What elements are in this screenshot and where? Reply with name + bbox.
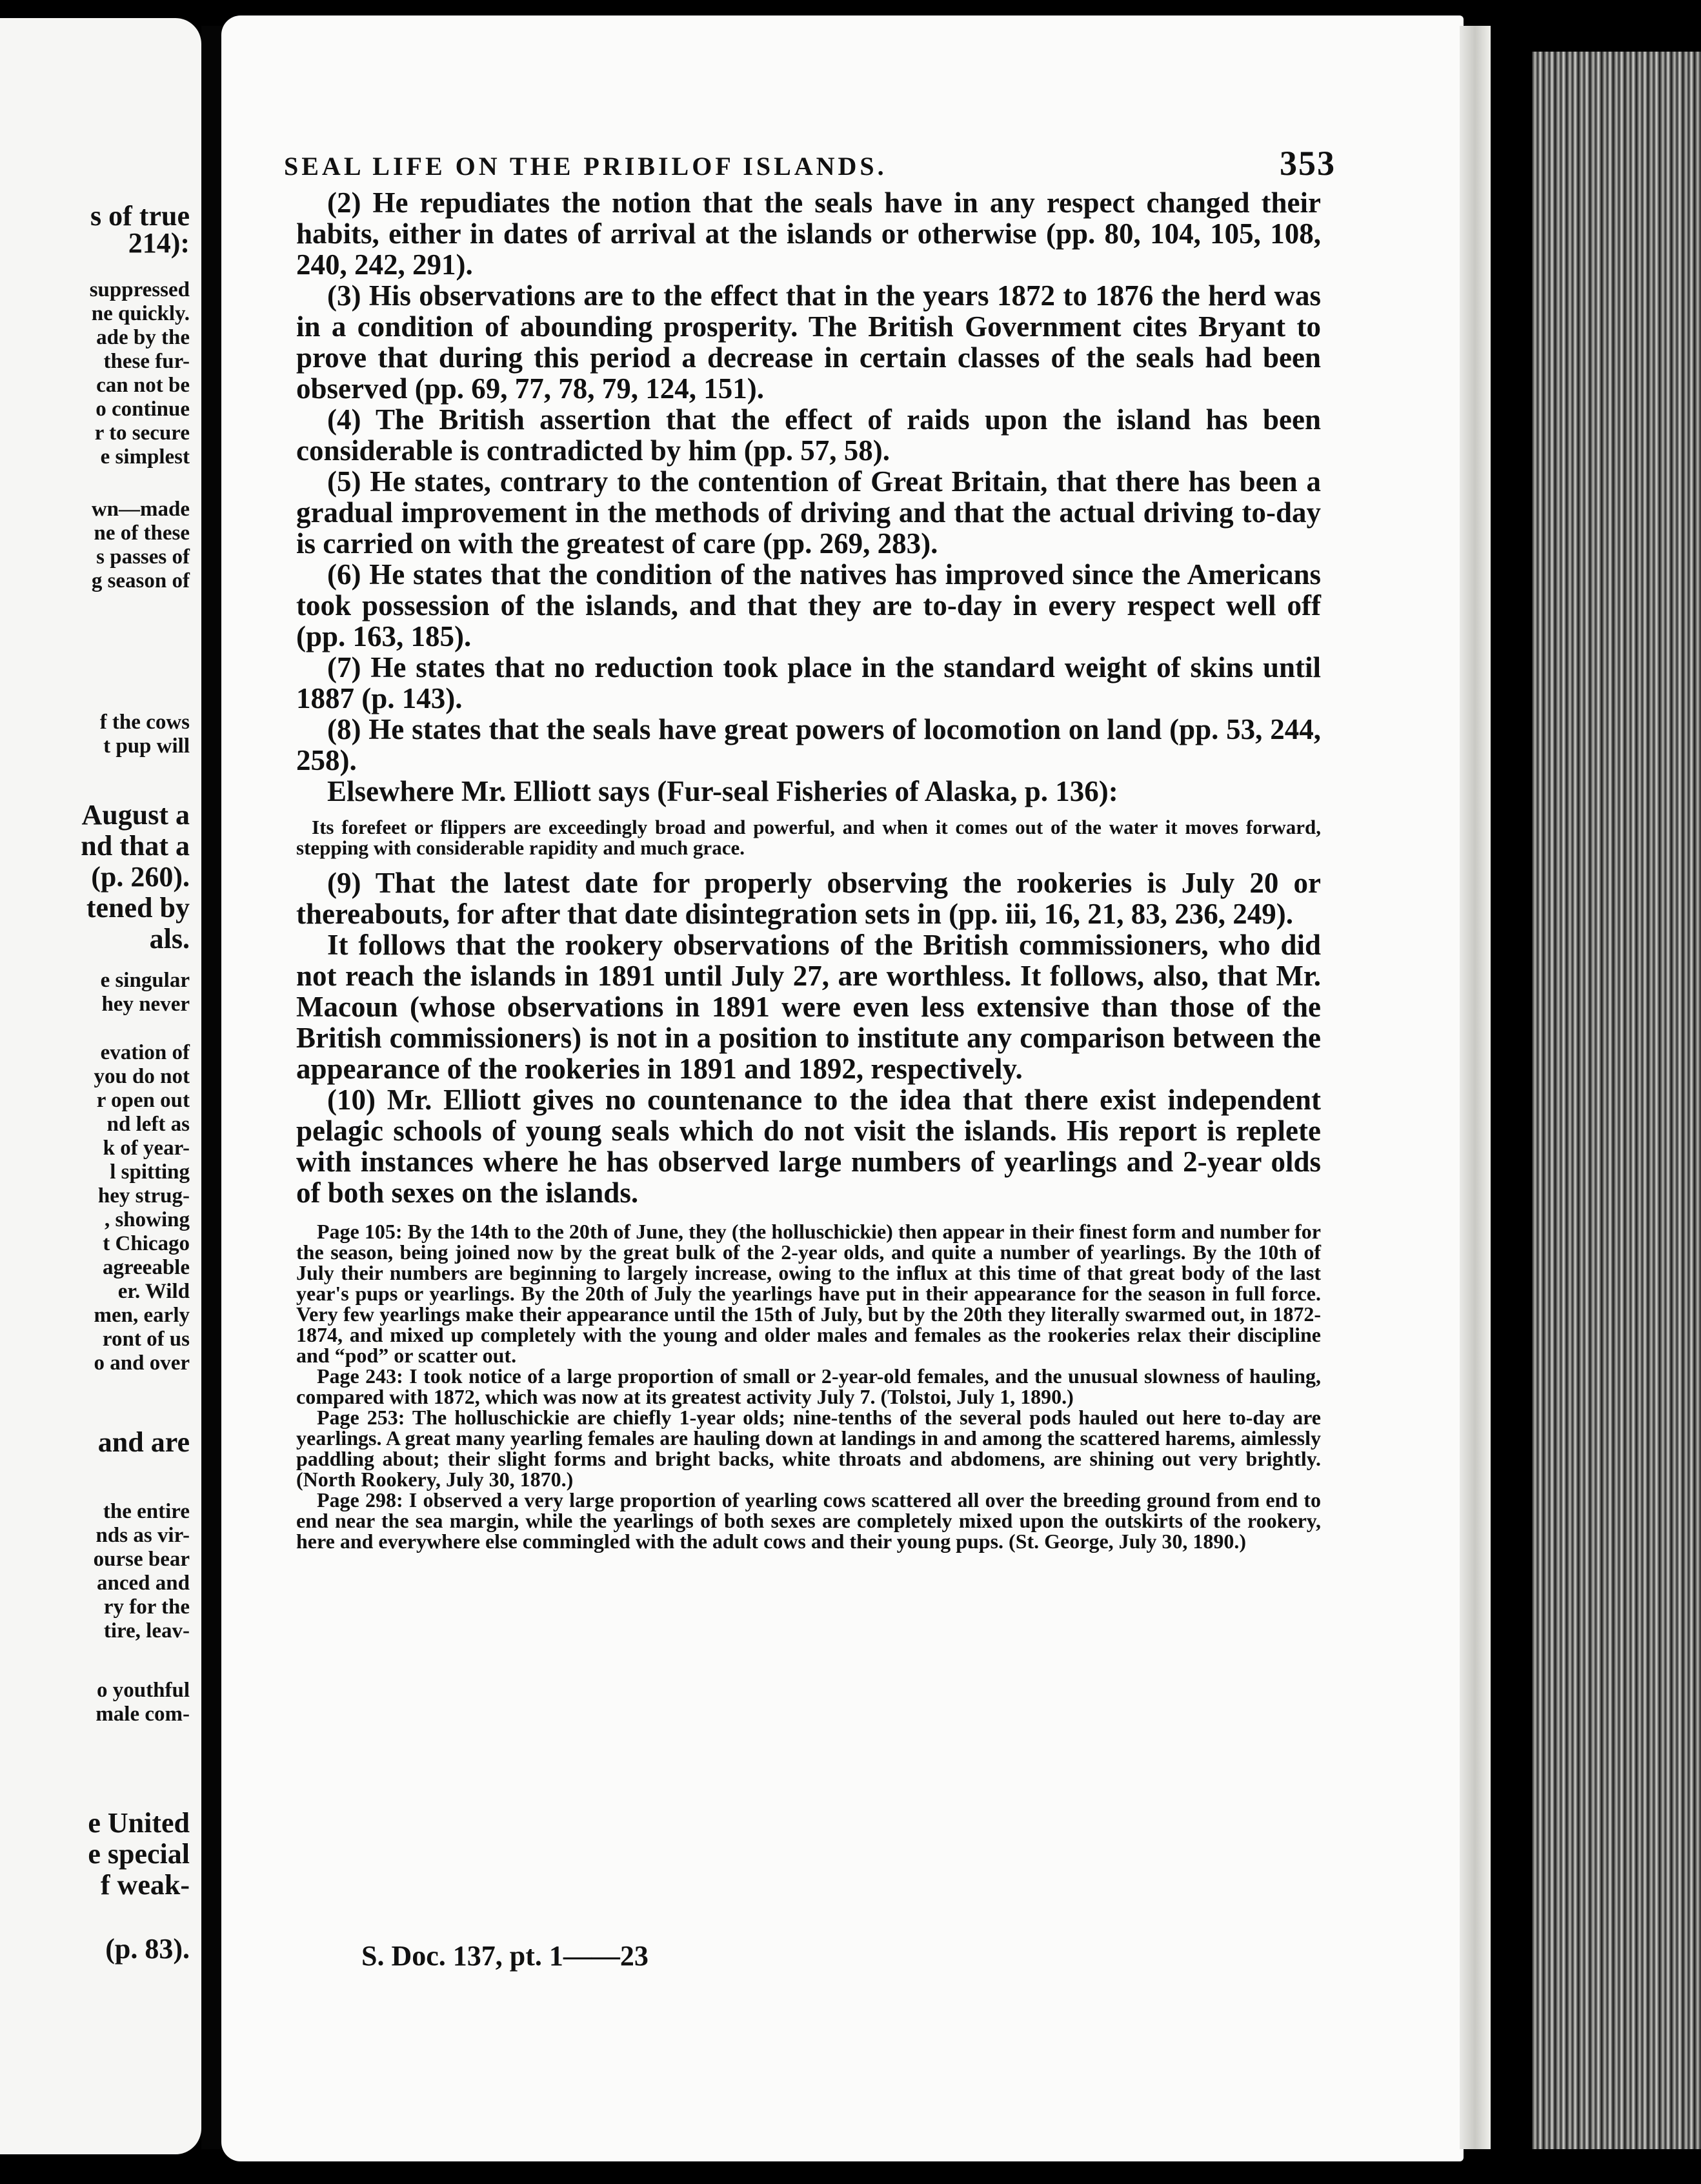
paragraph-3: (3) His observations are to the effect that in the years 1872 to 1876 the herd was in a condition of abounding prosperity. The British Government cites Bryant to prove that during this period a decrease in certain classes of the seals had been observed (pp. 69, 77, 78, 79, 124, 151). <box>296 279 1321 405</box>
left-page-fragment: l spitting <box>110 1160 190 1184</box>
left-page-fragment: (p. 83). <box>105 1933 190 1965</box>
paragraph-6: (6) He states that the condition of the natives has improved since the Americans took possession of the islands, and that they are to-day in every respect well off (pp. 163, 185). <box>296 558 1321 652</box>
left-page-fragment: s passes of <box>96 545 190 569</box>
left-page-fragment: e United <box>88 1807 190 1839</box>
left-page-fragment: can not be <box>96 374 190 397</box>
paragraph-2: (2) He repudiates the notion that the seals have in any respect changed their habits, either in dates of arrival at the islands or otherwise (pp. 80, 104, 105, 108, 240, 242, 291). <box>296 187 1321 281</box>
left-page-fragment: wn—made <box>91 498 190 521</box>
left-page-fragment: ade by the <box>96 326 190 349</box>
left-page-fragment: ry for the <box>103 1595 190 1619</box>
left-page-fragment: o and over <box>94 1351 190 1375</box>
paragraph-it-follows: It follows that the rookery observations of the British commissioners, who did not reach the islands in 1891 until July 27, are worthless. It follows, also, that Mr. Macoun (whose observations in 1891 were even less extensive than those of the British commissioners) is not in a position to institute any comparison between the appearance of the rookeries in 1891 and 1892, respectively. <box>296 929 1321 1085</box>
left-page-fragment: e special <box>88 1838 190 1870</box>
paragraph-5: (5) He states, contrary to the contention of Great Britain, that there has been a gradual improvement in the methods of driving and that the actual driving to-day is carried on with the greatest of care (pp. 269, 283). <box>296 465 1321 560</box>
left-page-fragment: er. Wild <box>117 1280 190 1303</box>
left-page-fragment: k of year- <box>103 1137 190 1160</box>
left-page-fragment: (p. 260). <box>91 861 190 893</box>
left-page-fragment: t Chicago <box>103 1232 190 1255</box>
page-number: 353 <box>1280 144 1336 183</box>
running-title: SEAL LIFE ON THE PRIBILOF ISLANDS. <box>284 152 887 181</box>
left-page-fragment: e simplest <box>100 445 190 469</box>
left-page-fragment: f the cows <box>99 711 190 734</box>
block-quote: Its forefeet or flippers are exceedingly broad and powerful, and when it comes out of the water it moves forward, stepping with considerable rapidity and much grace. <box>296 816 1321 859</box>
left-facing-page <box>0 18 201 2154</box>
left-page-fragment: hey never <box>101 993 190 1016</box>
left-page-fragment: s of true <box>90 200 190 232</box>
left-page-fragment: als. <box>149 923 190 955</box>
left-page-fragment: g season of <box>91 569 190 592</box>
left-page-fragment: , showing <box>104 1208 190 1231</box>
left-page-fragment: tened by <box>86 892 190 924</box>
left-page-fragment: hey strug- <box>97 1184 190 1208</box>
left-page-fragment: ront of us <box>102 1328 190 1351</box>
left-page-fragment: nd that a <box>81 830 190 862</box>
paragraph-elsewhere: Elsewhere Mr. Elliott says (Fur-seal Fisheries of Alaska, p. 136): <box>327 775 1118 807</box>
left-page-fragment: 214): <box>128 227 190 259</box>
left-page-fragment: r open out <box>96 1089 190 1112</box>
left-page-fragment: r to secure <box>94 421 190 445</box>
paragraph-9: (9) That the latest date for properly observing the rookeries is July 20 or thereabouts, for after that date disintegration sets in (pp. iii, 16, 21, 83, 236, 249). <box>296 867 1321 930</box>
left-page-fragment: ne quickly. <box>91 302 190 325</box>
left-page-fragment: evation of <box>100 1041 190 1064</box>
left-page-fragment: and are <box>97 1426 190 1458</box>
paragraph-8: (8) He states that the seals have great powers of locomotion on land (pp. 53, 244, 258). <box>296 713 1321 776</box>
note-page-298: Page 298: I observed a very large proportion of yearling cows scattered all over the breeding ground from end to end near the sea margin, while the yearlings of both sexes are completely mixed upon the outskirts of the rookery, here and everywhere else commingled with the adult cows and their young pups. (St. George, July 30, 1890.) <box>296 1488 1321 1553</box>
note-page-243: Page 243: I took notice of a large proportion of small or 2-year-old females, and the unusual slowness of hauling, compared with 1872, which was now at its greatest activity July 7. (Tolstoi, July 1, 1890.) <box>296 1364 1321 1408</box>
left-page-fragment: men, early <box>94 1304 190 1327</box>
book-leaves <box>1532 52 1701 2149</box>
paragraph-4: (4) The British assertion that the effect of raids upon the island has been considerable is contradicted by him (pp. 57, 58). <box>296 403 1321 467</box>
note-page-105: Page 105: By the 14th to the 20th of June, they (the holluschickie) then appear in their finest form and number for the season, being joined now by the great bulk of the 2-year olds, and quite a number of yearlings. By the 10th of July their numbers are beginning to largely increase, owing to the influx at this time of that great body of the last year's pups or yearlings. By the 20th of July the yearlings have put in their appearance for the season in full force. Very few yearlings make their appearance until the 15th of July, but by the 20th they literally swarmed out, in 1872-1874, and mixed up completely with the young and older males and females as the rookeries relax their discipline and “pod” or scatter out. <box>296 1220 1321 1367</box>
left-page-fragment: these fur- <box>103 350 190 373</box>
left-page-fragment: male com- <box>96 1703 190 1726</box>
paragraph-7: (7) He states that no reduction took place in the standard weight of skins until 1887 (p. 143). <box>296 651 1321 714</box>
left-page-fragment: tire, leav- <box>103 1619 190 1643</box>
paragraph-10: (10) Mr. Elliott gives no countenance to the idea that there exist independent pelagic schools of young seals which do not visit the islands. His report is replete with instances where he has observed large numbers of yearlings and 2-year olds of both sexes on the islands. <box>296 1084 1321 1209</box>
left-page-fragment: you do not <box>94 1065 190 1088</box>
left-page-fragment: e singular <box>100 969 190 992</box>
book-shadow <box>1492 0 1532 2184</box>
left-page-fragment: f weak- <box>100 1869 190 1901</box>
left-page-fragment: o continue <box>96 398 190 421</box>
page-body <box>296 187 1321 1552</box>
left-page-fragment: t pup will <box>103 734 190 758</box>
signature-footer: S. Doc. 137, pt. 1——23 <box>361 1940 649 1972</box>
left-page-fragment: ne of these <box>94 521 190 545</box>
left-page-fragment: nd left as <box>106 1113 190 1136</box>
left-page-fragment: agreeable <box>102 1256 190 1279</box>
left-page-fragment: ourse bear <box>93 1548 190 1571</box>
left-page-fragment: anced and <box>97 1572 190 1595</box>
left-page-fragment: nds as vir- <box>96 1524 190 1547</box>
left-page-fragment: the entire <box>103 1500 190 1523</box>
page-edge <box>1460 26 1491 2149</box>
left-page-fragment: August a <box>81 799 190 831</box>
left-page-fragment: o youthful <box>97 1679 190 1702</box>
left-page-fragment: suppressed <box>89 278 190 301</box>
note-page-253: Page 253: The holluschickie are chiefly 1-year olds; nine-tenths of the several pods hauled out here to-day are yearlings. A great many yearling females are hauling down at landings in and among the scattered harems, aimlessly paddling about; their slight forms and bright backs, white throats and abdomens, are shining out very brightly. (North Rookery, July 30, 1870.) <box>296 1406 1321 1491</box>
